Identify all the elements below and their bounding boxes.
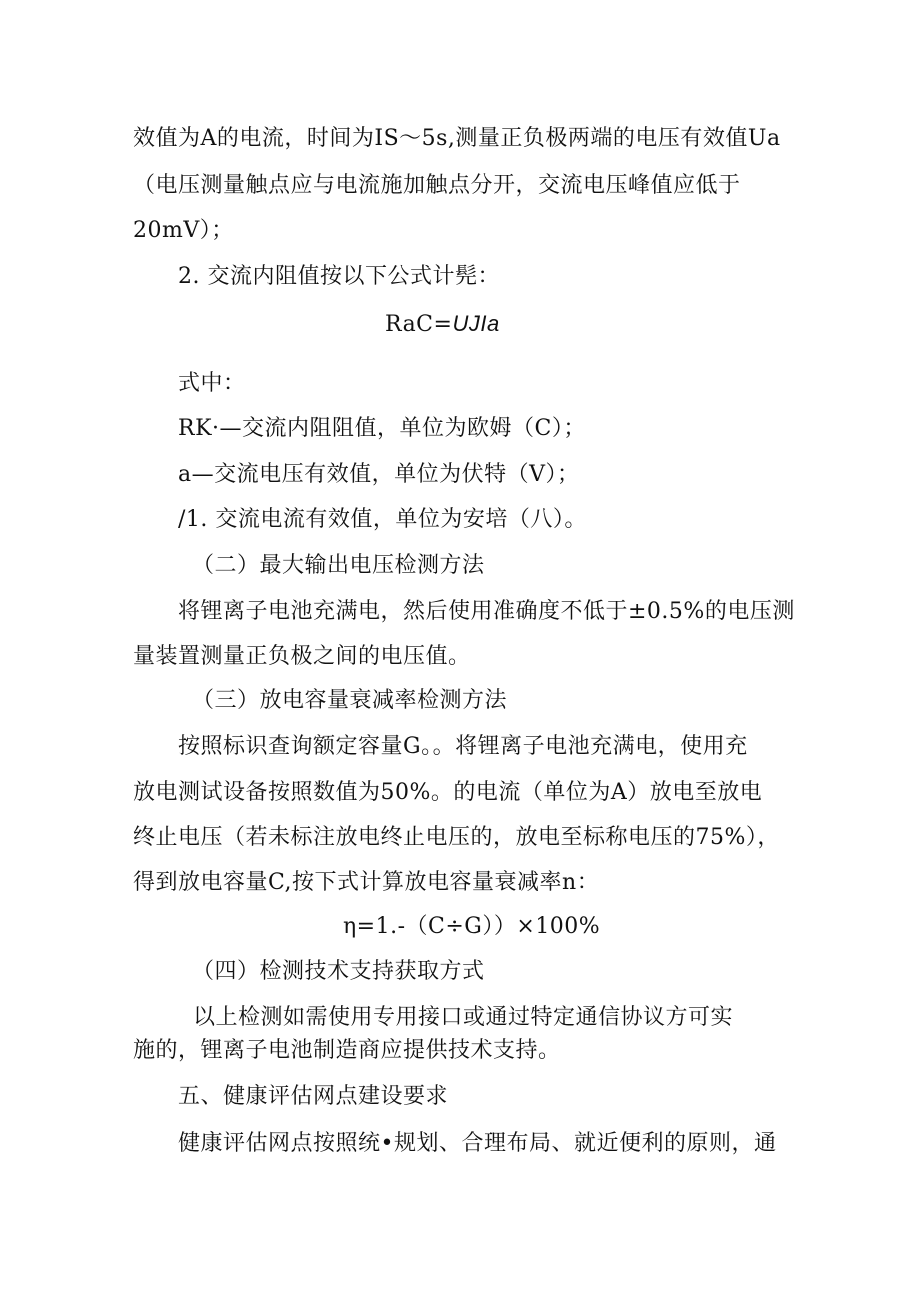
paragraph-line: 放电测试设备按照数值为50%。的电流（单位为A）放电至放电 bbox=[133, 780, 763, 805]
section-heading: （三）放电容量衰减率检测方法 bbox=[192, 688, 508, 713]
paragraph-line: 终止电压（若未标注放电终止电压的，放电至标称电压的75%）， bbox=[133, 825, 780, 850]
formula-right: UJIa bbox=[452, 311, 500, 336]
paragraph-line: 得到放电容量C,按下式计算放电容量衰减率n： bbox=[133, 870, 600, 895]
paragraph-line: 施的，锂离子电池制造商应提供技术支持。 bbox=[133, 1038, 561, 1063]
formula-attenuation: η=1.-（C÷G））×100% bbox=[343, 914, 601, 939]
paragraph-line: 按照标识查询额定容量G。。将锂离子电池充满电，使用充 bbox=[178, 734, 748, 759]
paragraph-line: 将锂离子电池充满电，然后使用准确度不低于±0.5%的电压测 bbox=[178, 599, 795, 624]
definition-line: RK·—交流内阻阻值，单位为欧姆（C）； bbox=[178, 416, 586, 441]
where-label: 式中： bbox=[178, 371, 246, 396]
paragraph-line: 以上检测如需使用专用接口或通过特定通信协议方可实 bbox=[193, 1005, 734, 1030]
section-heading: （四）检测技术支持获取方式 bbox=[192, 959, 485, 984]
paragraph-line: 效值为A的电流，时间为IS～5s,测量正负极两端的电压有效值Ua bbox=[133, 126, 781, 151]
paragraph-line: 量装置测量正负极之间的电压值。 bbox=[133, 644, 471, 669]
definition-line: a—交流电压有效值，单位为伏特（V）； bbox=[178, 462, 580, 487]
list-item-2: 2. 交流内阻值按以下公式计髡： bbox=[178, 264, 500, 289]
paragraph-line: 20mV）； bbox=[133, 218, 234, 243]
formula-left: RaC= bbox=[385, 312, 453, 337]
definition-line: /1. 交流电流有效值，单位为安培（八）。 bbox=[178, 507, 587, 532]
paragraph-line: 健康评估网点按照统•规划、合理布局、就近便利的原则，通 bbox=[178, 1131, 777, 1156]
formula-ac-resistance bbox=[385, 309, 500, 340]
section-heading: （二）最大输出电压检测方法 bbox=[192, 553, 485, 578]
paragraph-line: （电压测量触点应与电流施加触点分开，交流电压峰值应低于 bbox=[133, 173, 741, 198]
section-heading: 五、健康评估网点建设要求 bbox=[178, 1084, 449, 1109]
